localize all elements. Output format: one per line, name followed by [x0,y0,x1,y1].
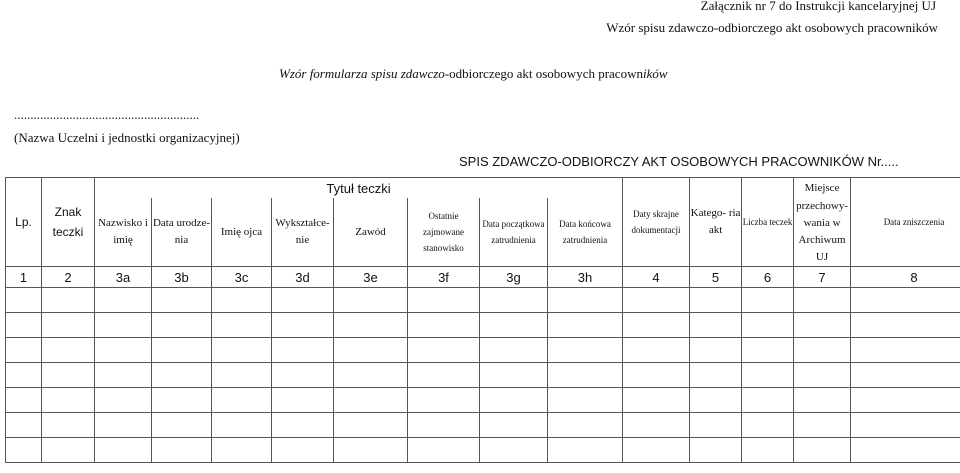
table-cell[interactable] [690,288,742,313]
table-cell[interactable] [152,363,212,388]
column-number: 3a [95,267,152,288]
table-cell[interactable] [548,288,623,313]
table-cell[interactable] [272,413,334,438]
table-row [6,363,960,388]
table-cell[interactable] [212,363,272,388]
table-cell[interactable] [334,438,408,463]
table-cell[interactable] [794,438,851,463]
table-cell[interactable] [480,388,548,413]
column-number: 3h [548,267,623,288]
table-cell[interactable] [794,413,851,438]
table-cell[interactable] [794,388,851,413]
table-cell[interactable] [212,438,272,463]
form-title-italic: Wzór formularza spisu zdawczo- [279,66,450,81]
table-cell[interactable] [42,288,95,313]
col-miejsce-przechowywania: przechowy- wania w Archiwum UJ [794,198,851,267]
table-row [6,438,960,463]
table-cell[interactable] [742,388,794,413]
column-number: 3b [152,267,212,288]
table-cell[interactable] [548,438,623,463]
inventory-table [5,177,960,463]
table-row [6,288,960,313]
table-cell[interactable] [480,363,548,388]
table-cell[interactable] [95,313,152,338]
table-cell[interactable] [851,338,960,363]
table-cell[interactable] [334,338,408,363]
table-cell[interactable] [794,338,851,363]
table-row [6,338,960,363]
table-cell[interactable] [480,288,548,313]
column-number-row [6,267,960,288]
table-cell[interactable] [690,413,742,438]
table-cell[interactable] [742,338,794,363]
table-cell[interactable] [623,438,690,463]
table-cell[interactable] [42,363,95,388]
table-cell[interactable] [480,313,548,338]
col-data-zniszczenia: Data zniszczenia [851,178,960,267]
table-cell[interactable] [6,313,42,338]
table-cell[interactable] [42,413,95,438]
table-cell[interactable] [6,338,42,363]
table-cell[interactable] [152,388,212,413]
col-lp: Lp. [6,178,42,267]
group-miejsce: Miejsce [794,178,851,199]
table-cell[interactable] [548,413,623,438]
table-cell[interactable] [6,388,42,413]
form-title [279,66,668,82]
table-cell[interactable] [152,313,212,338]
table-cell[interactable] [742,313,794,338]
table-cell[interactable] [480,413,548,438]
table-cell[interactable] [6,413,42,438]
table-cell[interactable] [480,338,548,363]
column-number: 3c [212,267,272,288]
table-cell[interactable] [95,288,152,313]
table-cell[interactable] [272,438,334,463]
table-cell[interactable] [95,413,152,438]
table-cell[interactable] [623,388,690,413]
table-cell[interactable] [408,413,480,438]
table-cell[interactable] [690,363,742,388]
table-cell[interactable] [851,363,960,388]
table-cell[interactable] [212,288,272,313]
column-number: 2 [42,267,95,288]
unit-name-label: (Nazwa Uczelni i jednostki organizacyjnej) [14,130,240,145]
column-number: 3e [334,267,408,288]
table-cell[interactable] [42,388,95,413]
table-cell[interactable] [212,338,272,363]
table-cell[interactable] [212,388,272,413]
table-cell[interactable] [334,288,408,313]
table-cell[interactable] [548,313,623,338]
table-cell[interactable] [851,413,960,438]
table-cell[interactable] [742,288,794,313]
table-cell[interactable] [334,313,408,338]
table-cell[interactable] [851,288,960,313]
table-cell[interactable] [212,313,272,338]
table-cell[interactable] [152,438,212,463]
column-number: 3g [480,267,548,288]
table-cell[interactable] [95,388,152,413]
table-cell[interactable] [95,438,152,463]
col-kategoria: Katego- ria akt [690,178,742,267]
col-data-koncowa: Data końcowa zatrudnienia [548,198,623,267]
table-cell[interactable] [851,388,960,413]
table-cell[interactable] [690,338,742,363]
column-number: 5 [690,267,742,288]
table-cell[interactable] [548,338,623,363]
group-tytul-teczki: Tytuł teczki [95,178,623,199]
table-body [6,288,960,463]
unit-name-placeholder: ......................................................... [14,107,200,122]
table-cell[interactable] [152,288,212,313]
document-subtitle: Wzór spisu zdawczo-odbiorczego akt osobowych pracowników [606,20,938,35]
table-cell[interactable] [623,313,690,338]
form-title-end: ików [642,66,668,81]
table-cell[interactable] [690,388,742,413]
table-cell[interactable] [272,388,334,413]
table-cell[interactable] [408,338,480,363]
col-nazwisko: Nazwisko i imię [95,198,152,267]
column-number: 1 [6,267,42,288]
table-cell[interactable] [794,363,851,388]
table-cell[interactable] [851,313,960,338]
table-cell[interactable] [6,288,42,313]
table-cell[interactable] [272,338,334,363]
table-cell[interactable] [480,438,548,463]
table-cell[interactable] [408,313,480,338]
table-cell[interactable] [334,388,408,413]
table-cell[interactable] [42,313,95,338]
table-cell[interactable] [152,413,212,438]
table-cell[interactable] [272,363,334,388]
column-number: 3f [408,267,480,288]
table-row [6,388,960,413]
table-cell[interactable] [742,438,794,463]
table-cell[interactable] [794,288,851,313]
table-cell[interactable] [794,313,851,338]
table-cell[interactable] [742,413,794,438]
table-cell[interactable] [212,413,272,438]
table-cell[interactable] [851,438,960,463]
form-title-upright: odbiorczego akt osobowych pracown [449,66,643,81]
table-cell[interactable] [272,313,334,338]
column-number: 7 [794,267,851,288]
table-row [6,413,960,438]
table-cell[interactable] [548,363,623,388]
annex-label: Załącznik nr 7 do Instrukcji kancelaryjnej UJ [700,0,936,13]
table-cell[interactable] [690,313,742,338]
table-cell[interactable] [42,338,95,363]
col-data-poczatkowa: Data początkowa zatrudnienia [480,198,548,267]
table-cell[interactable] [408,438,480,463]
col-liczba: Liczba teczek [742,178,794,267]
table-cell[interactable] [95,363,152,388]
table-cell[interactable] [690,438,742,463]
table-cell[interactable] [334,413,408,438]
spis-title: SPIS ZDAWCZO-ODBIORCZY AKT OSOBOWYCH PRACOWNIKÓW Nr..... [459,154,899,169]
table-cell[interactable] [623,413,690,438]
table-cell[interactable] [408,363,480,388]
col-znak: Znak teczki [42,178,95,267]
table-cell[interactable] [6,438,42,463]
table-cell[interactable] [152,338,212,363]
col-imie-ojca: Imię ojca [212,198,272,267]
col-wyksztalcenie: Wykształce- nie [272,198,334,267]
column-number: 4 [623,267,690,288]
col-data-urodzenia: Data urodze- nia [152,198,212,267]
table-cell[interactable] [548,388,623,413]
column-number: 8 [851,267,960,288]
table-cell[interactable] [334,363,408,388]
table-cell[interactable] [742,363,794,388]
table-cell[interactable] [272,288,334,313]
col-stanowisko: Ostatnie zajmowane stanowisko [408,198,480,267]
table-cell[interactable] [408,388,480,413]
table-cell[interactable] [623,338,690,363]
table-cell[interactable] [95,338,152,363]
table-cell[interactable] [408,288,480,313]
table-cell[interactable] [42,438,95,463]
col-zawod: Zawód [334,198,408,267]
col-daty-skrajne: Daty skrajne dokumentacji [623,178,690,267]
column-number: 6 [742,267,794,288]
table-row [6,313,960,338]
column-number: 3d [272,267,334,288]
table-cell[interactable] [6,363,42,388]
table-cell[interactable] [623,288,690,313]
table-cell[interactable] [623,363,690,388]
